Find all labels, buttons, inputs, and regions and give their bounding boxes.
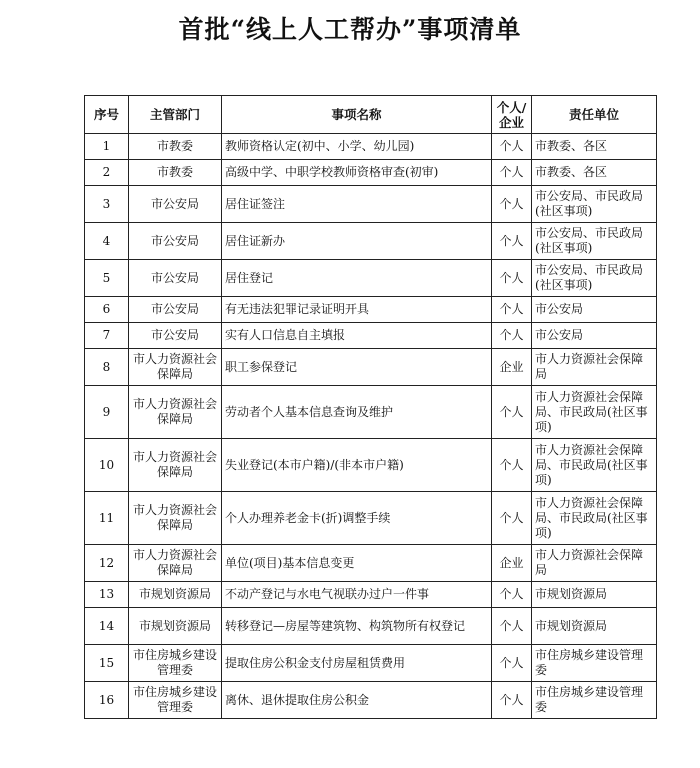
row-number: 8 — [85, 349, 129, 386]
table-row — [85, 492, 657, 545]
row-item-name: 有无违法犯罪记录证明开具 — [222, 297, 492, 323]
header-type: 个人/企业 — [492, 96, 532, 134]
table-row — [85, 260, 657, 297]
row-department: 市公安局 — [129, 260, 222, 297]
row-item-name: 教师资格认定(初中、小学、幼儿园) — [222, 134, 492, 160]
row-applicant-type: 个人 — [492, 260, 532, 297]
row-applicant-type: 个人 — [492, 582, 532, 608]
row-item-name: 个人办理养老金卡(折)调整手续 — [222, 492, 492, 545]
row-item-name: 不动产登记与水电气视联办过户一件事 — [222, 582, 492, 608]
row-item-name: 离休、退休提取住房公积金 — [222, 682, 492, 719]
header-item: 事项名称 — [222, 96, 492, 134]
row-department: 市教委 — [129, 160, 222, 186]
row-item-name: 转移登记—房屋等建筑物、构筑物所有权登记 — [222, 608, 492, 645]
row-number: 1 — [85, 134, 129, 160]
table-row — [85, 223, 657, 260]
row-responsible-unit: 市公安局、市民政局(社区事项) — [532, 186, 657, 223]
row-responsible-unit: 市规划资源局 — [532, 608, 657, 645]
table-row — [85, 682, 657, 719]
table-row — [85, 323, 657, 349]
row-item-name: 劳动者个人基本信息查询及维护 — [222, 386, 492, 439]
header-unit: 责任单位 — [532, 96, 657, 134]
row-number: 9 — [85, 386, 129, 439]
row-item-name: 单位(项目)基本信息变更 — [222, 545, 492, 582]
table-header-row — [85, 96, 657, 134]
table-row — [85, 349, 657, 386]
row-applicant-type: 个人 — [492, 223, 532, 260]
table-row — [85, 582, 657, 608]
row-responsible-unit: 市教委、各区 — [532, 134, 657, 160]
table-row — [85, 160, 657, 186]
row-number: 4 — [85, 223, 129, 260]
row-applicant-type: 个人 — [492, 492, 532, 545]
row-department: 市人力资源社会保障局 — [129, 439, 222, 492]
row-number: 12 — [85, 545, 129, 582]
row-number: 13 — [85, 582, 129, 608]
table-row — [85, 608, 657, 645]
row-department: 市住房城乡建设管理委 — [129, 682, 222, 719]
row-number: 14 — [85, 608, 129, 645]
row-applicant-type: 个人 — [492, 297, 532, 323]
row-number: 10 — [85, 439, 129, 492]
row-number: 7 — [85, 323, 129, 349]
row-number: 16 — [85, 682, 129, 719]
table-row — [85, 297, 657, 323]
row-item-name: 居住证新办 — [222, 223, 492, 260]
row-responsible-unit: 市人力资源社会保障局 — [532, 349, 657, 386]
row-department: 市人力资源社会保障局 — [129, 349, 222, 386]
row-number: 3 — [85, 186, 129, 223]
row-applicant-type: 企业 — [492, 349, 532, 386]
row-department: 市人力资源社会保障局 — [129, 545, 222, 582]
row-item-name: 提取住房公积金支付房屋租赁费用 — [222, 645, 492, 682]
row-applicant-type: 个人 — [492, 186, 532, 223]
row-applicant-type: 个人 — [492, 134, 532, 160]
table-row — [85, 545, 657, 582]
row-department: 市人力资源社会保障局 — [129, 492, 222, 545]
row-applicant-type: 个人 — [492, 160, 532, 186]
row-applicant-type: 企业 — [492, 545, 532, 582]
page-title: 首批“线上人工帮办”事项清单 — [178, 15, 522, 44]
table-row — [85, 386, 657, 439]
row-item-name: 居住证签注 — [222, 186, 492, 223]
row-responsible-unit: 市人力资源社会保障局、市民政局(社区事项) — [532, 492, 657, 545]
row-responsible-unit: 市公安局、市民政局(社区事项) — [532, 223, 657, 260]
row-responsible-unit: 市住房城乡建设管理委 — [532, 645, 657, 682]
header-no: 序号 — [85, 96, 129, 134]
row-applicant-type: 个人 — [492, 386, 532, 439]
row-responsible-unit: 市规划资源局 — [532, 582, 657, 608]
row-responsible-unit: 市人力资源社会保障局、市民政局(社区事项) — [532, 439, 657, 492]
row-department: 市住房城乡建设管理委 — [129, 645, 222, 682]
row-number: 6 — [85, 297, 129, 323]
row-number: 5 — [85, 260, 129, 297]
row-applicant-type: 个人 — [492, 645, 532, 682]
row-responsible-unit: 市教委、各区 — [532, 160, 657, 186]
row-applicant-type: 个人 — [492, 323, 532, 349]
row-responsible-unit: 市公安局 — [532, 297, 657, 323]
header-department: 主管部门 — [129, 96, 222, 134]
row-applicant-type: 个人 — [492, 439, 532, 492]
row-department: 市规划资源局 — [129, 582, 222, 608]
row-department: 市公安局 — [129, 323, 222, 349]
row-applicant-type: 个人 — [492, 682, 532, 719]
row-responsible-unit: 市人力资源社会保障局 — [532, 545, 657, 582]
row-responsible-unit: 市公安局、市民政局(社区事项) — [532, 260, 657, 297]
table-row — [85, 186, 657, 223]
items-table — [84, 95, 657, 719]
row-responsible-unit: 市住房城乡建设管理委 — [532, 682, 657, 719]
row-department: 市公安局 — [129, 186, 222, 223]
row-department: 市人力资源社会保障局 — [129, 386, 222, 439]
table-body — [85, 134, 657, 719]
row-department: 市公安局 — [129, 297, 222, 323]
row-item-name: 高级中学、中职学校教师资格审查(初审) — [222, 160, 492, 186]
row-responsible-unit: 市人力资源社会保障局、市民政局(社区事项) — [532, 386, 657, 439]
row-item-name: 职工参保登记 — [222, 349, 492, 386]
table-row — [85, 439, 657, 492]
table-row — [85, 134, 657, 160]
row-department: 市规划资源局 — [129, 608, 222, 645]
row-item-name: 实有人口信息自主填报 — [222, 323, 492, 349]
row-department: 市教委 — [129, 134, 222, 160]
row-applicant-type: 个人 — [492, 608, 532, 645]
row-number: 15 — [85, 645, 129, 682]
row-item-name: 失业登记(本市户籍)/(非本市户籍) — [222, 439, 492, 492]
table-row — [85, 645, 657, 682]
row-department: 市公安局 — [129, 223, 222, 260]
row-number: 2 — [85, 160, 129, 186]
row-item-name: 居住登记 — [222, 260, 492, 297]
row-responsible-unit: 市公安局 — [532, 323, 657, 349]
row-number: 11 — [85, 492, 129, 545]
